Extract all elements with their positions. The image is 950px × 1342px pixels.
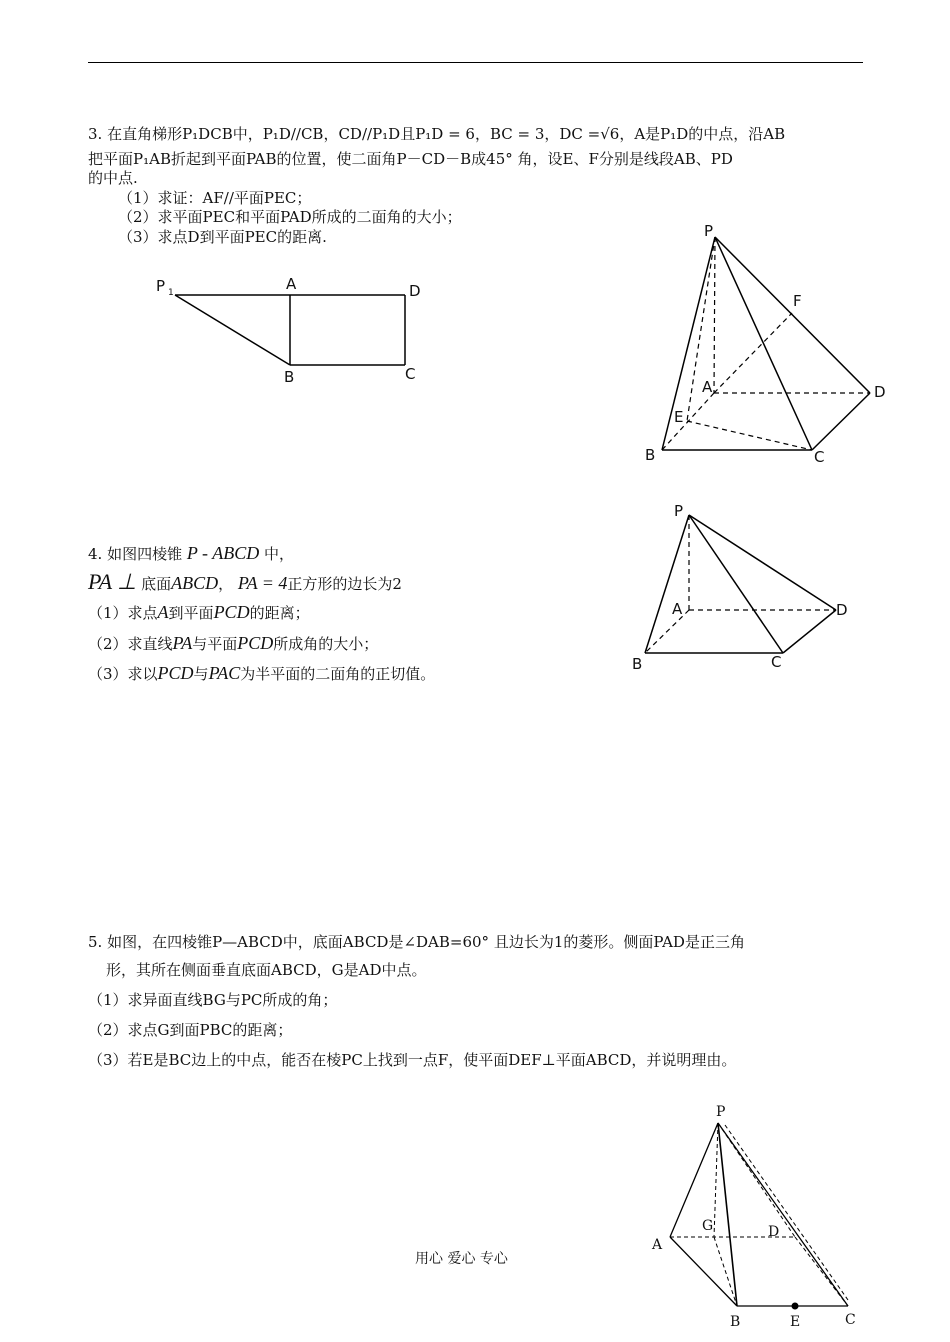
q5-pyramid-figure: [670, 1123, 848, 1306]
fig1-label-p1-sub: 1: [168, 288, 174, 298]
q3-line3: 的中点.: [88, 169, 138, 187]
fig1-label-d: D: [409, 282, 421, 300]
q3-sub3: （3）求点D到平面PEC的距离.: [118, 228, 327, 246]
point-e-dot: [792, 1303, 799, 1310]
fig2-label-c: C: [814, 448, 825, 466]
q4-sub2-text2: 与平面: [192, 635, 238, 653]
q4-line2-text2: ，: [218, 575, 234, 593]
q3-sub1: （1）求证：AF//平面PEC；: [118, 189, 312, 207]
q4-line2-text: 底面: [141, 575, 172, 593]
q4-sub1-text: （1）求点: [88, 604, 158, 622]
q5-sub3: （3）若E是BC边上的中点，能否在棱PC上找到一点F，使平面DEF⊥平面ABCD，并说明理由。: [88, 1051, 737, 1069]
q5-line1: 5. 如图，在四棱锥P—ABCD中，底面ABCD是∠DAB=60° 且边长为1的菱形。侧面PAD是正三角: [88, 933, 745, 951]
fig4-label-g: G: [702, 1218, 714, 1234]
q3-sub2: （2）求平面PEC和平面PAD所成的二面角的大小；: [118, 208, 462, 226]
q4-sub1-math1: A: [157, 602, 169, 622]
q4-line1-math: P - ABCD: [186, 543, 260, 563]
fig4-label-a: A: [652, 1237, 663, 1253]
q4-line1-text: 4. 如图四棱锥: [88, 545, 183, 563]
q4-sub3-text3: 为半平面的二面角的正切值。: [240, 665, 436, 683]
fig1-label-c: C: [405, 365, 416, 383]
fig2-label-e: E: [674, 408, 684, 426]
fig2-label-p: P: [704, 222, 714, 240]
fig1-label-a: A: [286, 275, 297, 293]
q4-sub3-text2: 与: [193, 665, 209, 683]
q4-line1-text2: 中，: [264, 545, 295, 563]
fig2-label-d: D: [874, 383, 886, 401]
fig2-label-a: A: [702, 378, 713, 396]
fig3-label-c: C: [771, 653, 782, 671]
q4-sub3-text: （3）求以: [88, 665, 158, 683]
q3-trapezoid-figure: [175, 295, 405, 365]
q5-line2: 形，其所在侧面垂直底面ABCD，G是AD中点。: [106, 961, 427, 979]
footer-slogan: 用心 爱心 专心: [415, 1251, 508, 1267]
fig4-label-b: B: [730, 1314, 741, 1330]
q4-sub1-math2: PCD: [213, 602, 250, 622]
q4-sub2-text: （2）求直线: [88, 635, 173, 653]
q3-line1: 3. 在直角梯形P₁DCB中，P₁D//CB，CD//P₁D且P₁D = 6，BC = 3，DC =√6，A是P₁D的中点，沿AB: [88, 125, 786, 143]
fig1-label-b: B: [284, 368, 295, 386]
q4-sub2-text3: 所成角的大小；: [273, 635, 379, 653]
fig3-label-a: A: [672, 600, 683, 618]
q4-pyramid-figure: [645, 515, 836, 653]
fig3-label-b: B: [632, 655, 643, 673]
fig4-label-p: P: [716, 1104, 726, 1120]
fig4-label-c: C: [845, 1312, 856, 1328]
q5-sub1: （1）求异面直线BG与PC所成的角；: [88, 991, 338, 1009]
fig4-label-d: D: [768, 1224, 780, 1240]
q5-sub2: （2）求点G到面PBC的距离；: [88, 1021, 293, 1039]
q4-line2-text3: 正方形的边长为2: [287, 575, 402, 593]
fig3-label-p: P: [674, 502, 684, 520]
q4-sub3-math1: PCD: [157, 663, 194, 683]
q4-sub3-math2: PAC: [208, 663, 241, 683]
fig2-label-b: B: [645, 446, 656, 464]
q3-line2: 把平面P₁AB折起到平面PAB的位置，使二面角P－CD－B成45° 角，设E、F分别是线段AB、PD: [88, 150, 733, 168]
q4-sub2-math2: PCD: [237, 633, 274, 653]
q4-line2-math1: PA ⊥: [88, 569, 137, 594]
q4-line2-math2: ABCD: [171, 573, 219, 593]
fig2-label-f: F: [793, 292, 802, 310]
q4-sub2-math1: PA: [172, 633, 193, 653]
q4-sub1-text2: 到平面: [168, 604, 214, 622]
fig4-label-e: E: [790, 1314, 801, 1330]
fig3-label-d: D: [836, 601, 848, 619]
fig1-label-p1: P: [156, 277, 166, 295]
q4-sub1-text3: 的距离；: [249, 604, 310, 622]
q4-line2-math3: PA = 4: [237, 573, 288, 593]
q3-pyramid-figure: [662, 237, 870, 450]
